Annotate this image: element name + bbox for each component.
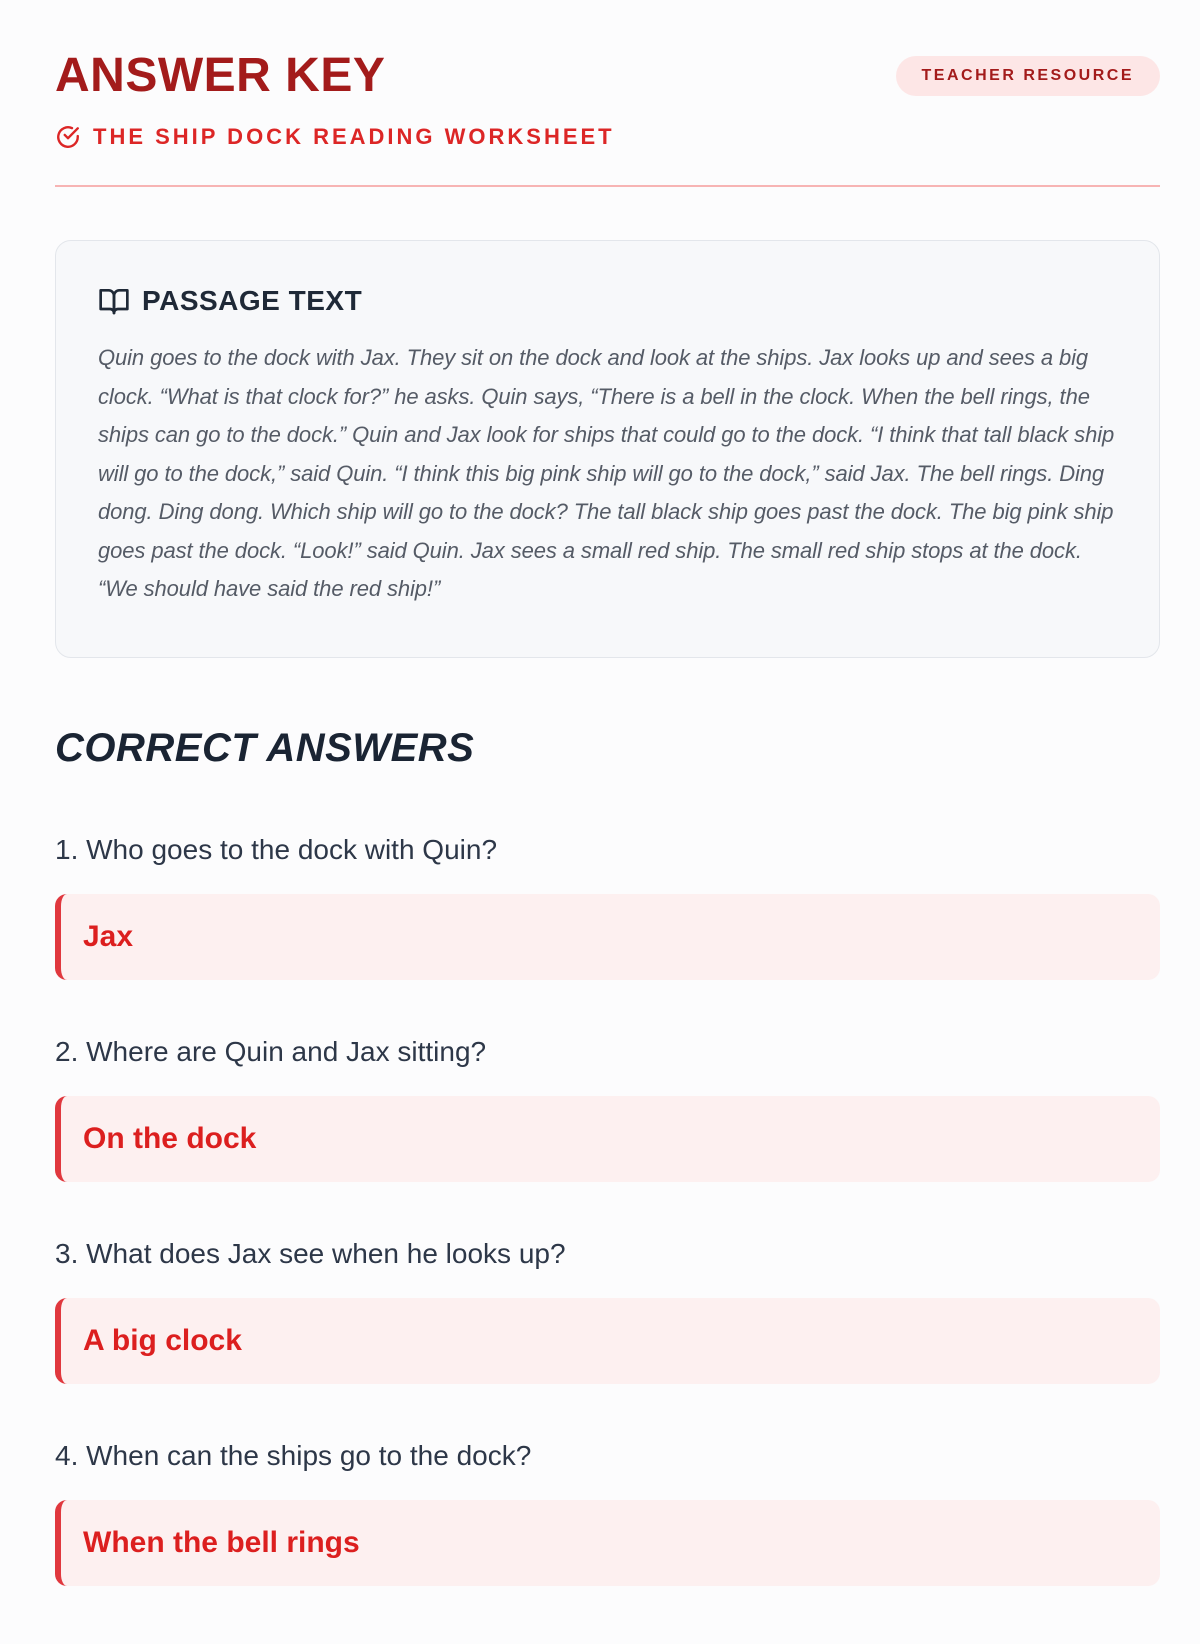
teacher-resource-badge: TEACHER RESOURCE <box>896 56 1160 96</box>
answer-key-page <box>55 0 1160 1559</box>
question-text: 1. Who goes to the dock with Quin? <box>55 834 498 865</box>
worksheet-subtitle <box>55 124 615 150</box>
qa-item <box>55 836 1160 1038</box>
qa-item <box>55 1442 1160 1644</box>
subtitle-text: THE SHIP DOCK READING WORKSHEET <box>93 124 615 149</box>
answer-box: Jax <box>55 894 1160 980</box>
correct-answers-heading: CORRECT ANSWERS <box>55 726 475 770</box>
page-title: ANSWER KEY <box>55 49 386 102</box>
passage-heading-text: PASSAGE TEXT <box>142 285 363 316</box>
passage-text: Quin goes to the dock with Jax. They sit on the dock and look at the ships. Jax looks up and sees a big clock. “What is that clock for?” he asks. Quin says, “There is a bell in the clock. When the bell rings, the ships can go to the dock.” Quin and Jax look for ships that could go to the dock. “I think that tall black ship will go to the dock,” said Quin. “I think this big pink ship will go to the dock,” said Jax. The bell rings. Ding dong. Ding dong. Which ship will go to the dock? The tall black ship goes past the dock. The big pink ship goes past the dock. “Look!” said Quin. Jax sees a small red ship. The small red ship stops at the dock. “We should have said the red ship!” <box>98 345 1115 601</box>
answer-box: When the bell rings <box>55 1500 1160 1586</box>
qa-item <box>55 1240 1160 1442</box>
passage-card <box>55 240 1160 658</box>
header <box>55 0 1160 187</box>
question-text: 3. What does Jax see when he looks up? <box>55 1238 566 1269</box>
answer-box: On the dock <box>55 1096 1160 1182</box>
passage-heading <box>98 285 1119 317</box>
book-icon <box>98 285 130 317</box>
answer-box: A big clock <box>55 1298 1160 1384</box>
qa-item <box>55 1038 1160 1240</box>
check-circle-icon <box>55 124 81 150</box>
answers-list <box>55 836 1160 1644</box>
question-text: 2. Where are Quin and Jax sitting? <box>55 1036 487 1067</box>
question-text: 4. When can the ships go to the dock? <box>55 1440 532 1471</box>
